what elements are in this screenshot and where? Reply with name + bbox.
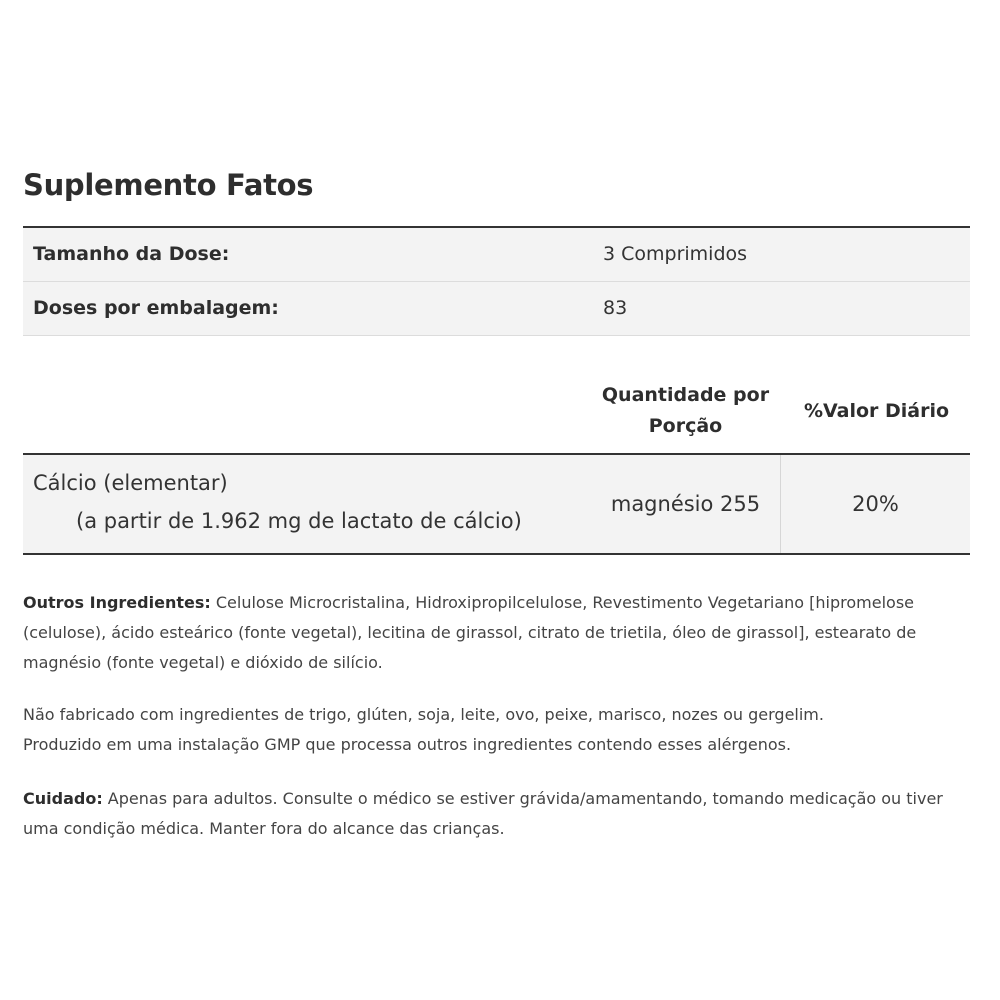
nutrient-name: Cálcio (elementar): [33, 471, 228, 495]
allergen-line-1: Não fabricado com ingredientes de trigo, glúten, soja, leite, ovo, peixe, marisco, nozes ou gergelim.: [23, 705, 824, 724]
page-title: Suplemento Fatos: [23, 168, 314, 202]
daily-value-header: %Valor Diário: [803, 400, 950, 422]
caution-label: Cuidado:: [23, 789, 103, 808]
serving-info-table: [23, 226, 970, 336]
allergen-line-2: Produzido em uma instalação GMP que processa outros ingredientes contendo esses alérgenos.: [23, 735, 792, 754]
serving-size-row: [23, 228, 970, 281]
other-ingredients-text: Celulose Microcristalina, Hidroxipropilcelulose, Revestimento Vegetariano [hipromelose (celulose), ácido esteárico (fonte vegetal), lecitina de girassol, citrato de trietila, óleo de girassol], estearato de magnésio (fonte vegetal) e dióxido de silício.: [23, 593, 917, 672]
amount-header-line2: Porção: [648, 415, 723, 437]
servings-per-container-label: Doses por embalagem:: [33, 297, 279, 319]
serving-size-value: 3 Comprimidos: [603, 243, 748, 265]
serving-size-label: Tamanho da Dose:: [33, 243, 230, 265]
nutrient-amount: magnésio 255: [610, 492, 761, 516]
nutrient-daily-value: 20%: [852, 492, 899, 516]
allergen-paragraph: [23, 700, 970, 760]
amount-header-line1: Quantidade por: [601, 384, 770, 406]
amount-per-serving-header: [588, 380, 783, 442]
nutrient-row: [23, 453, 970, 555]
servings-per-container-value: 83: [603, 297, 628, 319]
other-ingredients-paragraph: [23, 588, 970, 678]
servings-per-container-row: [23, 281, 970, 335]
caution-text: Apenas para adultos. Consulte o médico se estiver grávida/amamentando, tomando medicação ou tiver uma condição médica. Manter fora do alcance das crianças.: [23, 789, 943, 838]
other-ingredients-label: Outros Ingredientes:: [23, 593, 211, 612]
nutrient-source: (a partir de 1.962 mg de lactato de cálcio): [76, 509, 522, 533]
caution-paragraph: [23, 784, 970, 844]
